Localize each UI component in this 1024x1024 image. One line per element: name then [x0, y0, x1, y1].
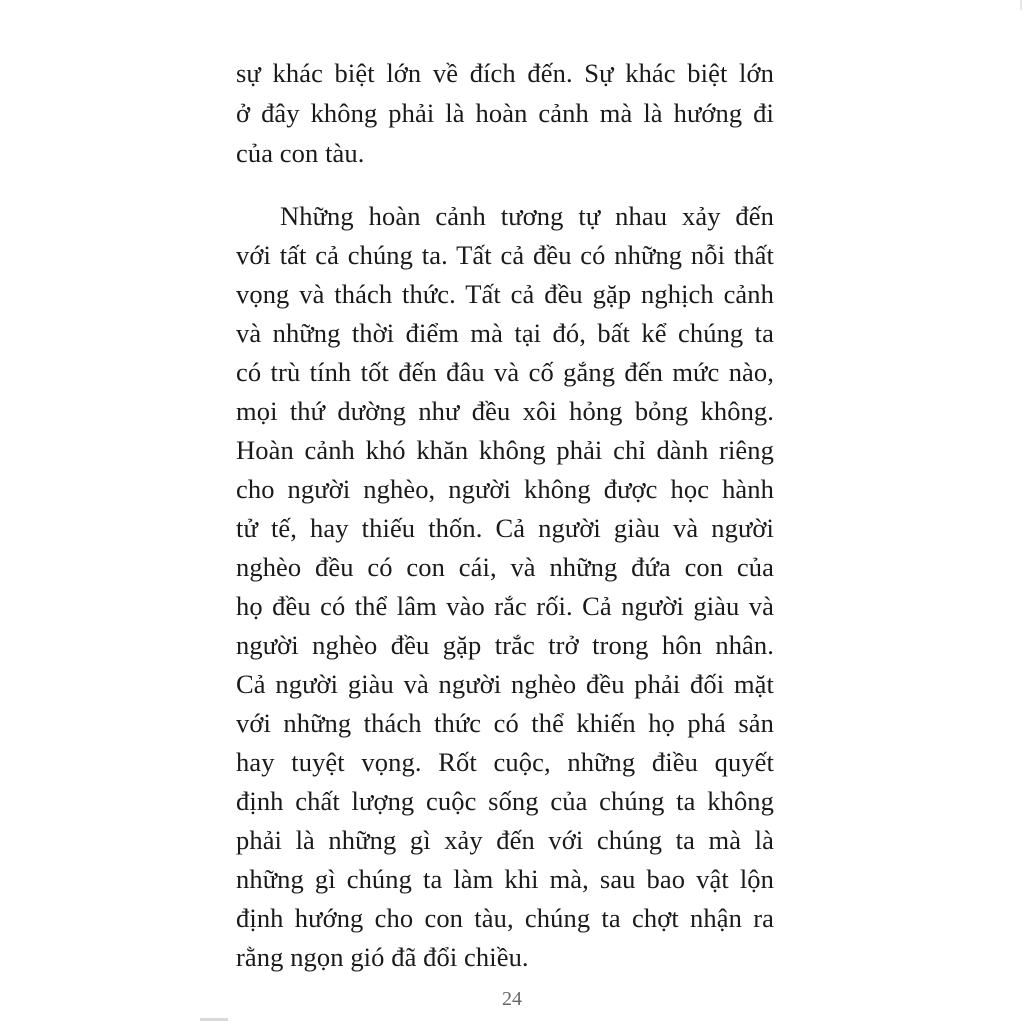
text-line: sự khác biệt lớn về đích đến. Sự khác biệt lớn — [236, 58, 774, 88]
text-line: với những thách thức có thể khiến họ phá sản — [236, 708, 774, 738]
text-line: Cả người giàu và người nghèo đều phải đối mặt — [236, 669, 774, 699]
text-line: nghèo đều có con cái, và những đứa con của — [236, 552, 774, 582]
text-line: định chất lượng cuộc sống của chúng ta không — [236, 786, 774, 816]
text-line: người nghèo đều gặp trắc trở trong hôn nhân. — [236, 630, 774, 660]
text-line: và những thời điểm mà tại đó, bất kể chúng ta — [236, 318, 774, 348]
text-line: định hướng cho con tàu, chúng ta chợt nhận ra — [236, 903, 774, 933]
scan-artifact — [200, 1018, 228, 1021]
text-line: Những hoàn cảnh tương tự nhau xảy đến — [280, 201, 774, 231]
scan-artifact — [1020, 0, 1022, 10]
text-line: với tất cả chúng ta. Tất cả đều có những nỗi thất — [236, 240, 774, 270]
text-line: phải là những gì xảy đến với chúng ta mà là — [236, 825, 774, 855]
text-line: ở đây không phải là hoàn cảnh mà là hướng đi — [236, 98, 774, 128]
text-line: của con tàu. — [236, 138, 365, 168]
page-number: 24 — [502, 988, 522, 1010]
text-line: vọng và thách thức. Tất cả đều gặp nghịch cảnh — [236, 279, 774, 309]
text-line: mọi thứ dường như đều xôi hỏng bỏng không. — [236, 396, 774, 426]
text-line: hay tuyệt vọng. Rốt cuộc, những điều quyết — [236, 747, 774, 777]
text-line: cho người nghèo, người không được học hành — [236, 474, 774, 504]
text-line: Hoàn cảnh khó khăn không phải chỉ dành riêng — [236, 435, 774, 465]
text-line: có trù tính tốt đến đâu và cố gắng đến mức nào, — [236, 357, 774, 387]
text-line: rằng ngọn gió đã đổi chiều. — [236, 942, 529, 972]
text-line: họ đều có thể lâm vào rắc rối. Cả người giàu và — [236, 591, 774, 621]
text-line: những gì chúng ta làm khi mà, sau bao vật lộn — [236, 864, 774, 894]
text-line: tử tế, hay thiếu thốn. Cả người giàu và người — [236, 513, 774, 543]
